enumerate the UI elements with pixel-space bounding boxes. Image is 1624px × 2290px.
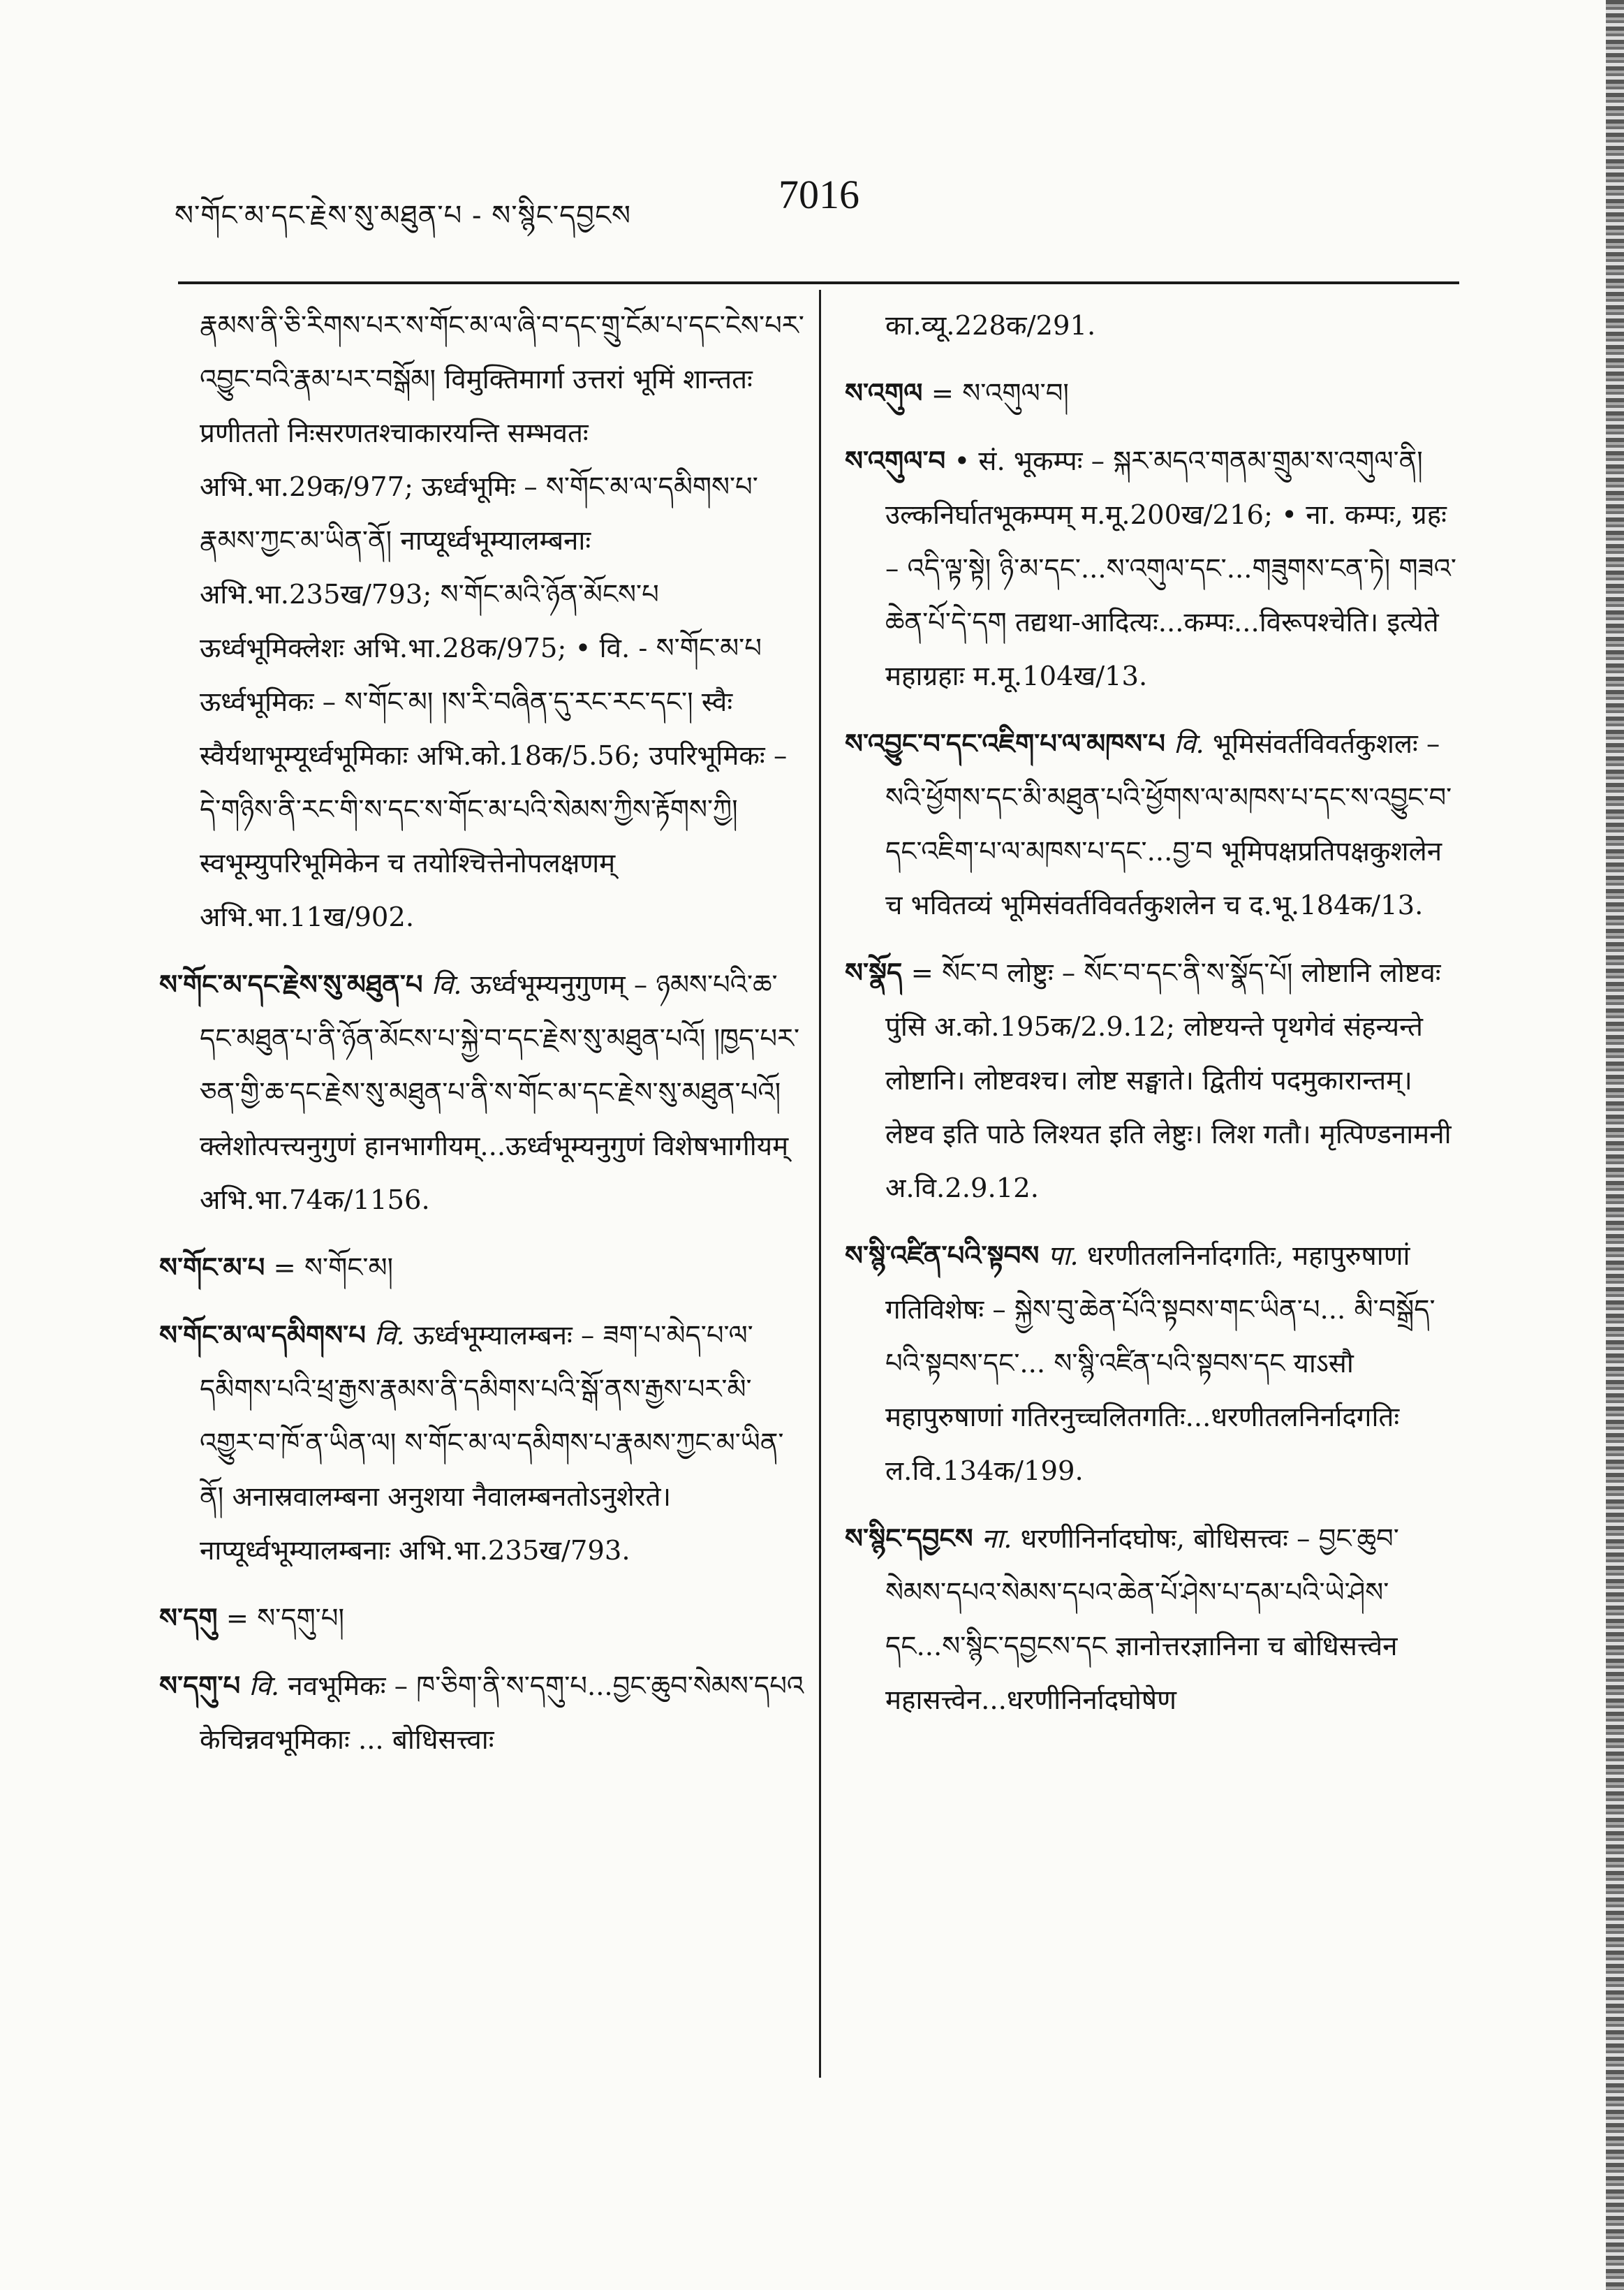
left-column [159,299,805,1781]
dictionary-entry [159,958,805,1227]
entry-text: का.व्यू.228क/291. [885,310,1096,342]
page-number: 7016 [778,172,859,217]
entry-text: = ས་འགུལ་བ། [931,378,1069,409]
entry-headword: ས་སྙི་འཛིན་པའི་སྟབས [845,1240,1040,1272]
running-heading: ས་གོང་མ་དང་རྗེས་སུ་མཐུན་པ - ས་སྙིང་དབྱངས [175,200,632,232]
entry-headword: ས་འབྱུང་བ་དང་འཇིག་པ་ལ་མཁས་པ [845,728,1165,760]
entry-grammar-label: वि. [374,1320,405,1351]
dictionary-entry [159,1592,805,1645]
entry-text: नवभूमिकः – ཁ་ཅིག་ནི་ས་དགུ་པ...བྱང་ཆུབ་སེམས་དཔའ केचिन्नवभूमिकाः ... बोधिसत्त्वाः [200,1671,804,1756]
dictionary-entry [845,1229,1459,1498]
entry-headword: ས་གོང་མ་དང་རྗེས་སུ་མཐུན་པ [159,969,423,1001]
header-rule [178,281,1459,284]
dictionary-entry [159,1659,805,1767]
entry-headword: ས་འགུལ [845,378,923,409]
dictionary-entry [845,717,1459,932]
entry-headword: ས་སྣོད [845,957,903,989]
dictionary-entry [845,946,1459,1215]
entry-text: = སོང་བ लोष्टुः – སོང་བ་དང་ནི་ས་སྣོད་པོ། लोष्टानि लोष्टवः पुंसि अ.को.195क/2.9.12; लोष्टयन्ते पृथगेवं संहन्यन्ते लोष्टानि। लोष्टवश्च। लोष्ट सङ्घाते। द्वितीयं पदमुकारान्तम्। लेष्टव इति पाठे लिश्यत इति लेष्टुः। लिश गतौ। मृत्पिण्डनामनी अ.वि.2.9.12. [885,957,1452,1204]
entry-text: རྣམས་ནི་ཅི་རིགས་པར་ས་གོང་མ་ལ་ཞི་བ་དང་གྲུ་ངོམ་པ་དང་ངེས་པར་འབྱུང་བའི་རྣམ་པར་བསྒོམ། विमुक्तिमार्गा उत्तरां भूमिं शान्ततः प्रणीततो निःसरणतश्चाकारयन्ति सम्भवतः अभि.भा.29क/977; ऊर्ध्वभूमिः – ས་གོང་མ་ལ་དམིགས་པ་རྣམས་ཀྱང་མ་ཡིན་ནོ། नाप्यूर्ध्वभूम्यालम्बनाः अभि.भा.235ख/793; ས་གོང་མའི་ཉོན་མོངས་པ ऊर्ध्वभूमिक्लेशः अभि.भा.28क/975; • वि. - ས་གོང་མ་པ ऊर्ध्वभूमिकः – ས་གོང་མ། །ས་རི་བཞིན་དུ་རང་རང་དང་། स्वैः स्वैर्यथाभूम्यूर्ध्वभूमिकाः अभि.को.18क/5.56; उपरिभूमिकः – དེ་གཉིས་ནི་རང་གི་ས་དང་ས་གོང་མ་པའི་སེམས་ཀྱིས་རྟོགས་ཀྱི། स्वभूम्युपरिभूमिकेन च तयोश्चित्तेनोपलक्षणम् अभि.भा.11ख/902. [200,310,804,933]
dictionary-entry [845,434,1459,703]
dictionary-entry [159,1309,805,1578]
entry-headword: ས་འགུལ་བ [845,446,946,477]
entry-text: ऊर्ध्वभूम्यनुगुणम् – ཉམས་པའི་ཆ་དང་མཐུན་པ་ནི་ཉོན་མོངས་པ་སྐྱེ་བ་དང་རྗེས་སུ་མཐུན་པའོ། །ཁྱད་པར་ཅན་གྱི་ཆ་དང་རྗེས་སུ་མཐུན་པ་ནི་ས་གོང་མ་དང་རྗེས་སུ་མཐུན་པའོ། क्लेशोत्पत्त्यनुगुणं हानभागीयम्...ऊर्ध्वभूम्यनुगुणं विशेषभागीयम् अभि.भा.74क/1156. [200,969,800,1216]
entry-grammar-label: ना. [981,1523,1012,1555]
entry-headword: ས་དགུ་པ [159,1671,241,1702]
entry-grammar-label: वि. [431,969,462,1001]
entry-headword: ས་སྙིང་དབྱངས [845,1523,973,1555]
entry-text: धरणीनिर्नादघोषः, बोधिसत्त्वः – བྱང་ཆུབ་སེམས་དཔའ་སེམས་དཔའ་ཆེན་པོ་ཤེས་པ་དམ་པའི་ཡེ་ཤེས་དང...ས་སྙིང་དབྱངས་དང ज्ञानोत्तरज्ञानिना च बोधिसत्त्वेन महासत्त्वेन...धरणीनिर्नादघोषेण [885,1523,1399,1716]
entry-text: धरणीतलनिर्नादगतिः, महापुरुषाणां गतिविशेषः – སྐྱེས་བུ་ཆེན་པོའི་སྟབས་གང་ཡིན་པ... མི་བསྒྲོད་པའི་སྟབས་དང་... ས་སྙི་འཛིན་པའི་སྟབས་དང याऽसौ महापुरुषाणां गतिरनुच्चलितगतिः...धरणीतलनिर्नादगतिः ल.वि.134क/199. [885,1240,1435,1487]
entry-text: भूमिसंवर्तविवर्तकुशलः – སའི་ཕྱོགས་དང་མི་མཐུན་པའི་ཕྱོགས་ལ་མཁས་པ་དང་ས་འབྱུང་བ་དང་འཇིག་པ་ལ་མཁས་པ་དང་...བྱ་བ भूमिपक्षप्रतिपक्षकुशलेन च भवितव्यं भूमिसंवर्तविवर्तकुशलेन च द.भू.184क/13. [885,728,1452,921]
entry-grammar-label: वि. [249,1671,280,1702]
dictionary-entry [159,1241,805,1295]
dictionary-entry [845,1512,1459,1727]
entry-grammar-label: पा. [1047,1240,1079,1272]
entry-grammar-label: वि. [1174,728,1204,760]
entry-headword: ས་གོང་མ་པ [159,1252,265,1284]
entry-headword: ས་དགུ [159,1603,218,1634]
dictionary-entry [845,367,1459,420]
entry-text: ऊर्ध्वभूम्यालम्बनः – ཟག་པ་མེད་པ་ལ་དམིགས་པའི་ཕྲ་རྒྱས་རྣམས་ནི་དམིགས་པའི་སྒོ་ནས་རྒྱས་པར་མི་འགྱུར་བ་ཁོ་ན་ཡིན་ལ། ས་གོང་མ་ལ་དམིགས་པ་རྣམས་ཀྱང་མ་ཡིན་ནོ། अनास्रवालम्बना अनुशया नैवालम्बनतोऽनुशेरते। नाप्यूर्ध्वभूम्यालम्बनाः अभि.भा.235ख/793. [200,1320,784,1566]
entry-text: • सं. भूकम्पः – སྐར་མདའ་གནམ་གྲུམ་ས་འགུལ་ནི། उल्कनिर्घातभूकम्पम् म.मू.200ख/216; • ना. कम्पः, ग्रहः – འདི་ལྟ་སྟེ། ཉི་མ་དང་...ས་འགུལ་དང་...གཟུགས་ངན་ཏེ། གཟའ་ཆེན་པོ་དེ་དག तद्यथा-आदित्यः...कम्पः...विरूपश्चेति। इत्येते महाग्रहाः म.मू.104ख/13. [885,446,1456,692]
page-header [175,171,1452,234]
entry-headword: ས་གོང་མ་ལ་དམིགས་པ [159,1320,366,1351]
dictionary-entry [159,299,805,944]
entry-text: = ས་གོང་མ། [273,1252,394,1284]
column-divider [819,290,821,2078]
right-column [845,299,1459,1741]
entry-text: = ས་དགུ་པ། [226,1603,344,1634]
dictionary-entry [845,299,1459,353]
scan-edge [1606,0,1624,2290]
